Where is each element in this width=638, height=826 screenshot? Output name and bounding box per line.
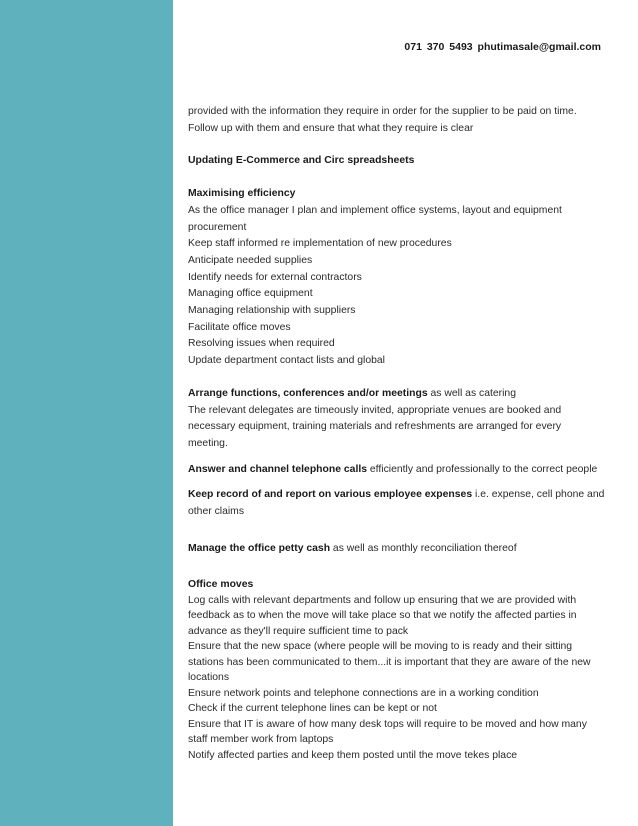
section-heading: Answer and channel telephone calls — [188, 463, 368, 475]
document-body — [188, 104, 606, 763]
list-item: Keep staff informed re implementation of new procedures — [188, 238, 452, 250]
intro-line: Follow up with them and ensure that what they require is clear — [188, 122, 474, 134]
heading-suffix: i.e. expense, cell phone and — [472, 489, 605, 501]
list-item: stations has been communicated to them...it is important that they are aware of the new — [188, 656, 591, 668]
paragraph-line: necessary equipment, training materials and refreshments are arranged for every — [188, 421, 562, 433]
telephone-section — [188, 462, 606, 479]
section-heading: Updating E-Commerce and Circ spreadsheets — [188, 155, 415, 167]
functions-section — [188, 386, 606, 453]
list-item: Check if the current telephone lines can be kept or not — [188, 703, 437, 715]
paragraph-line: other claims — [188, 506, 245, 518]
records-section — [188, 487, 606, 520]
list-item: Ensure that IT is aware of how many desk tops will require to be moved and how many — [188, 718, 587, 730]
list-item: Identify needs for external contractors — [188, 271, 362, 283]
efficiency-section — [188, 186, 606, 370]
list-item: Facilitate office moves — [188, 321, 291, 333]
heading-suffix: as well as monthly reconciliation thereof — [330, 542, 517, 554]
section-heading: Office moves — [188, 579, 254, 591]
section-heading: Maximising efficiency — [188, 188, 296, 200]
list-item: staff member work from laptops — [188, 734, 334, 746]
list-item: Ensure network points and telephone connections are in a working condition — [188, 687, 539, 699]
section-heading-line — [188, 462, 606, 479]
list-item: Anticipate needed supplies — [188, 254, 313, 266]
list-item: Ensure that the new space (where people will be moving to is ready and their sitting — [188, 641, 573, 653]
contact-info: 071 370 5493 phutimasale@gmail.com — [404, 41, 601, 53]
petty-cash-section — [188, 541, 606, 558]
paragraph-line: The relevant delegates are timeously invited, appropriate venues are booked and — [188, 404, 562, 416]
section-heading-line — [188, 386, 606, 403]
heading-suffix: efficiently and professionally to the correct people — [367, 463, 598, 475]
section-heading-line — [188, 541, 606, 558]
heading-suffix: as well as catering — [427, 387, 516, 399]
list-item: Resolving issues when required — [188, 338, 335, 350]
list-item: Managing office equipment — [188, 288, 313, 300]
list-item: Update department contact lists and global — [188, 355, 385, 367]
list-item: feedback as to when the move will take place so that we notify the affected parties in — [188, 610, 577, 622]
list-item: advance as they'll require sufficient time to pack — [188, 625, 409, 637]
section-heading: Manage the office petty cash — [188, 542, 331, 554]
section-heading: Arrange functions, conferences and/or meetings — [188, 387, 428, 399]
list-item: Log calls with relevant departments and follow up ensuring that we are provided with — [188, 594, 577, 606]
list-item: Notify affected parties and keep them posted until the move tekes place — [188, 749, 518, 761]
list-item: locations — [188, 672, 230, 684]
section-heading-line — [188, 487, 606, 504]
list-item: procurement — [188, 221, 247, 233]
section-heading: Keep record of and report on various employee expenses — [188, 489, 473, 501]
list-item: Managing relationship with suppliers — [188, 305, 356, 317]
paragraph-line: meeting. — [188, 437, 228, 449]
office-moves-section — [188, 577, 606, 763]
ecommerce-section — [188, 153, 606, 170]
intro-line: provided with the information they require in order for the supplier to be paid on time. — [188, 106, 577, 117]
sidebar-accent-bar — [0, 0, 173, 826]
intro-section — [188, 104, 606, 137]
list-item: As the office manager I plan and implement office systems, layout and equipment — [188, 204, 562, 216]
